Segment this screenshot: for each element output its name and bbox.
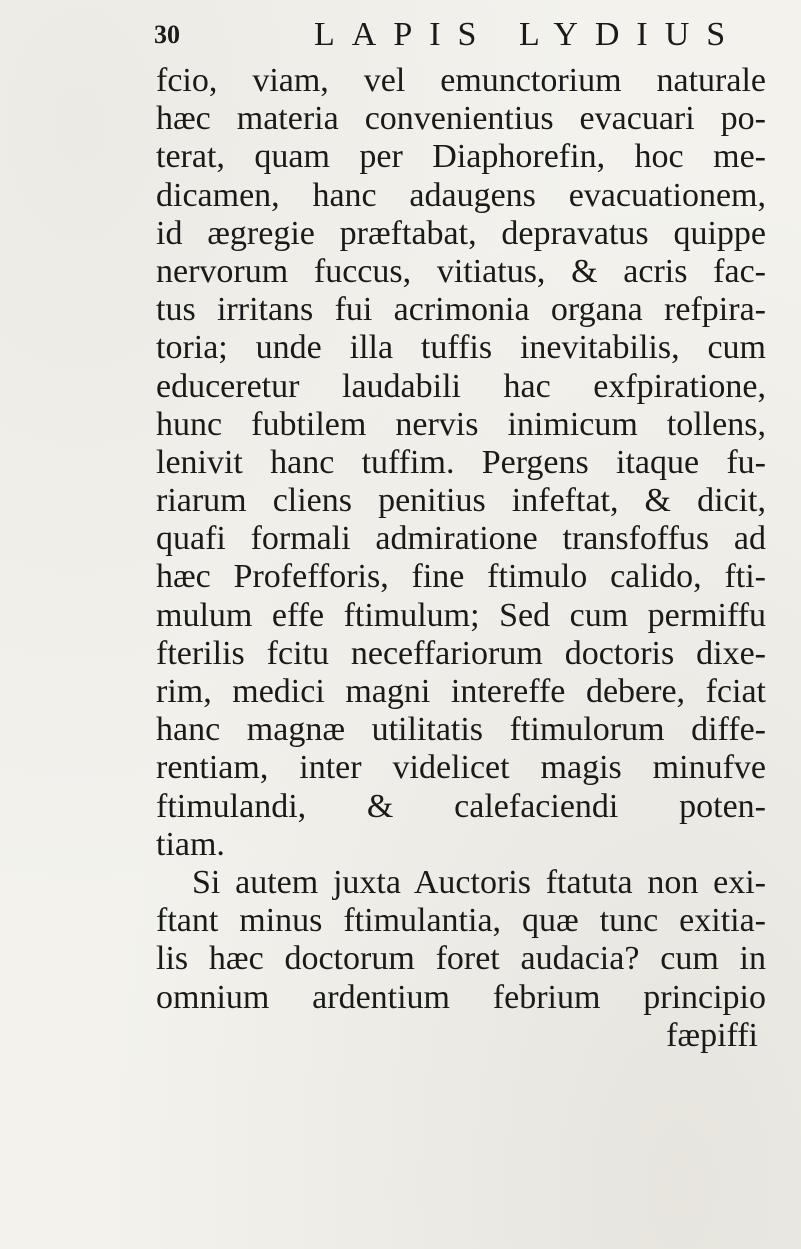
- text-line: omnium ardentium febrium principio: [156, 978, 766, 1016]
- text-line: ftimulandi, & calefaciendi poten-: [156, 787, 766, 825]
- text-line: ftant minus ftimulantia, quæ tunc exitia-: [156, 902, 766, 940]
- text-line: terat, quam per Diaphorefin, hoc me-: [156, 138, 766, 176]
- text-line: hanc magnæ utilitatis ftimulorum diffe-: [156, 711, 766, 749]
- running-head: LAPIS LYDIUS: [314, 16, 743, 53]
- text-line: nervorum fuccus, vitiatus, & acris fac-: [156, 252, 766, 290]
- text-line: dicamen, hanc adaugens evacuationem,: [156, 176, 766, 214]
- text-line: educeretur laudabili hac exfpiratione,: [156, 367, 766, 405]
- text-line: rim, medici magni intereffe debere, fciat: [156, 673, 766, 710]
- text-line: lis hæc doctorum foret audacia? cum in: [156, 940, 766, 978]
- page-number: 30: [154, 20, 180, 49]
- text-line: hæc Profefforis, fine ftimulo calido, fti-: [156, 558, 766, 596]
- page-header: [154, 14, 800, 54]
- text-line: fterilis fcitu neceffariorum doctoris dixe-: [156, 634, 766, 672]
- text-line: hunc fubtilem nervis inimicum tollens,: [156, 405, 766, 443]
- text-line: fcio, viam, vel emunctorium naturale: [156, 62, 766, 99]
- text-line: tus irritans fui acrimonia organa refpira-: [156, 291, 766, 329]
- text-line: lenivit hanc tuffim. Pergens itaque fu-: [156, 443, 766, 481]
- text-line: quafi formali admiratione transfoffus ad: [156, 520, 766, 558]
- text-line: hæc materia convenientius evacuari po-: [156, 100, 766, 138]
- text-line: toria; unde illa tuffis inevitabilis, cum: [156, 329, 766, 367]
- text-line: mulum effe ftimulum; Sed cum permiffu: [156, 596, 766, 634]
- catchword: fæpiffi: [666, 1016, 758, 1054]
- text-line: tiam.: [156, 825, 225, 863]
- text-line: Si autem juxta Auctoris ftatuta non exi-: [192, 863, 766, 901]
- text-line: riarum cliens penitius infeftat, & dicit,: [156, 482, 766, 520]
- body-text: [156, 62, 766, 1055]
- text-line: rentiam, inter videlicet magis minufve: [156, 749, 766, 787]
- text-line: id ægregie præftabat, depravatus quippe: [156, 214, 766, 252]
